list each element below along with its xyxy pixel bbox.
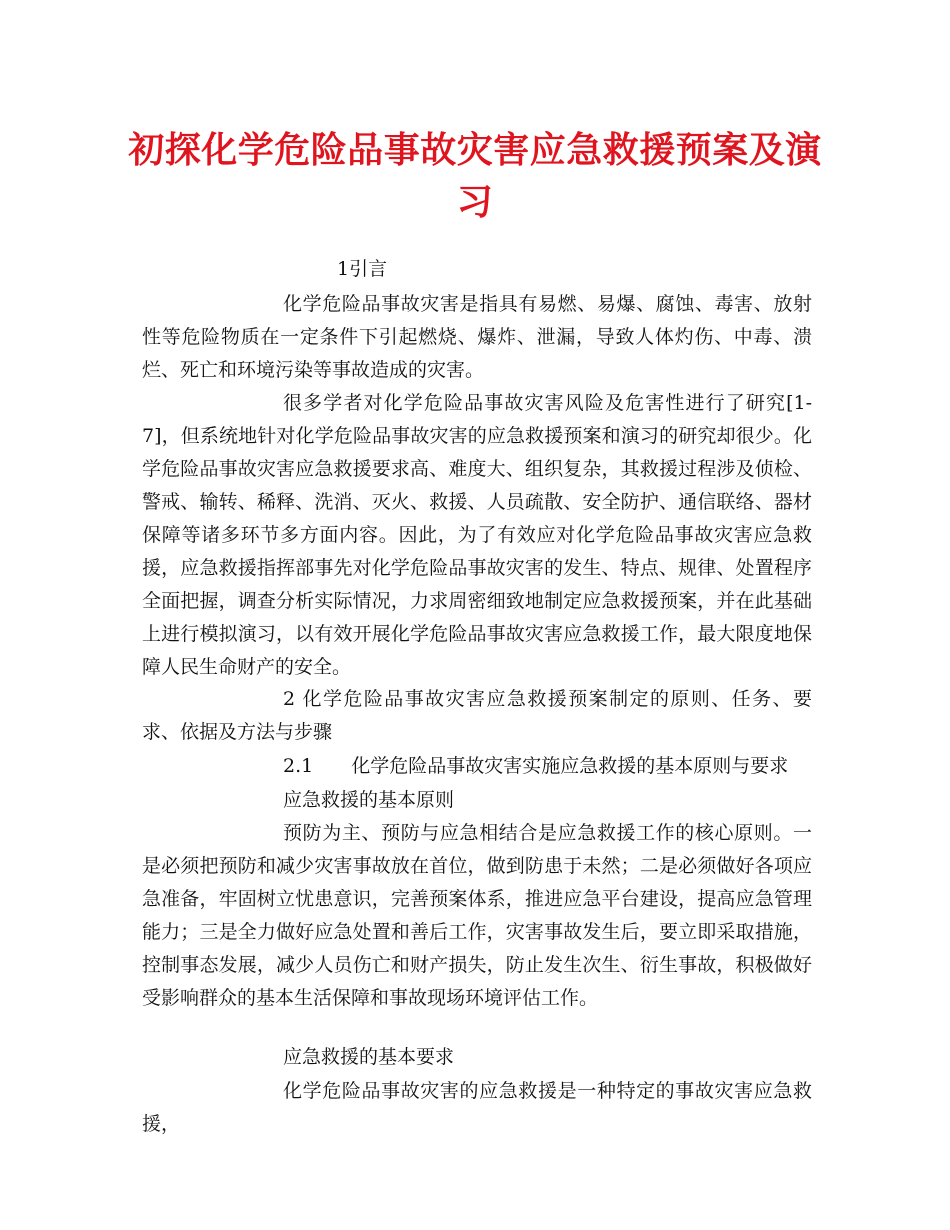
paragraph-2: 很多学者对化学危险品事故灾害风险及危害性进行了研究[1-7]，但系统地针对化学危险品事故灾害的应急救援预案和演习的研究却很少。化学危险品事故灾害应急救援要求高、难度大、组织复杂，其救援过程涉及侦检、警戒、输转、稀释、洗消、灭火、救援、人员疏散、安全防护、通信联络、器材保障等诸多环节多方面内容。因此，为了有效应对化学危险品事故灾害应急救援，应急救援指挥部事先对化学危险品事故灾害的发生、特点、规律、处置程序全面把握，调查分析实际情况，力求周密细致地制定应急救援预案，并在此基础上进行模拟演习，以有效开展化学危险品事故灾害应急救援工作，最大限度地保障人民生命财产的安全。 [142, 392, 812, 678]
paragraph-4: 化学危险品事故灾害的应急救援是一种特定的事故灾害应急救援， [142, 1080, 812, 1135]
intro-heading: 1引言 [337, 258, 388, 280]
requirements-heading: 应急救援的基本要求 [283, 1046, 455, 1068]
paragraph-3: 预防为主、预防与应急相结合是应急救援工作的核心原则。一是必须把预防和减少灾害事故放在首位，做到防患于未然；二是必须做好各项应急准备，牢固树立忧患意识，完善预案体系，推进应急平台建设，提高应急管理能力；三是全力做好应急处置和善后工作，灾害事故发生后，要立即采取措施，控制事态发展，减少人员伤亡和财产损失，防止发生次生、衍生事故，积极做好受影响群众的基本生活保障和事故现场环境评估工作。 [142, 822, 812, 1009]
document-title: 初探化学危险品事故灾害应急救援预案及演习 [128, 129, 822, 223]
paragraph-1: 化学危险品事故灾害是指具有易燃、易爆、腐蚀、毒害、放射性等危险物质在一定条件下引起燃烧、爆炸、泄漏，导致人体灼伤、中毒、溃烂、死亡和环境污染等事故造成的灾害。 [142, 293, 812, 381]
section-2-heading: 2 化学危险品事故灾害应急救援预案制定的原则、任务、要求、依据及方法与步骤 [142, 688, 812, 743]
principles-heading: 应急救援的基本原则 [283, 789, 455, 811]
section-2-1-heading: 2.1 化学危险品事故灾害实施应急救援的基本原则与要求 [283, 755, 789, 777]
